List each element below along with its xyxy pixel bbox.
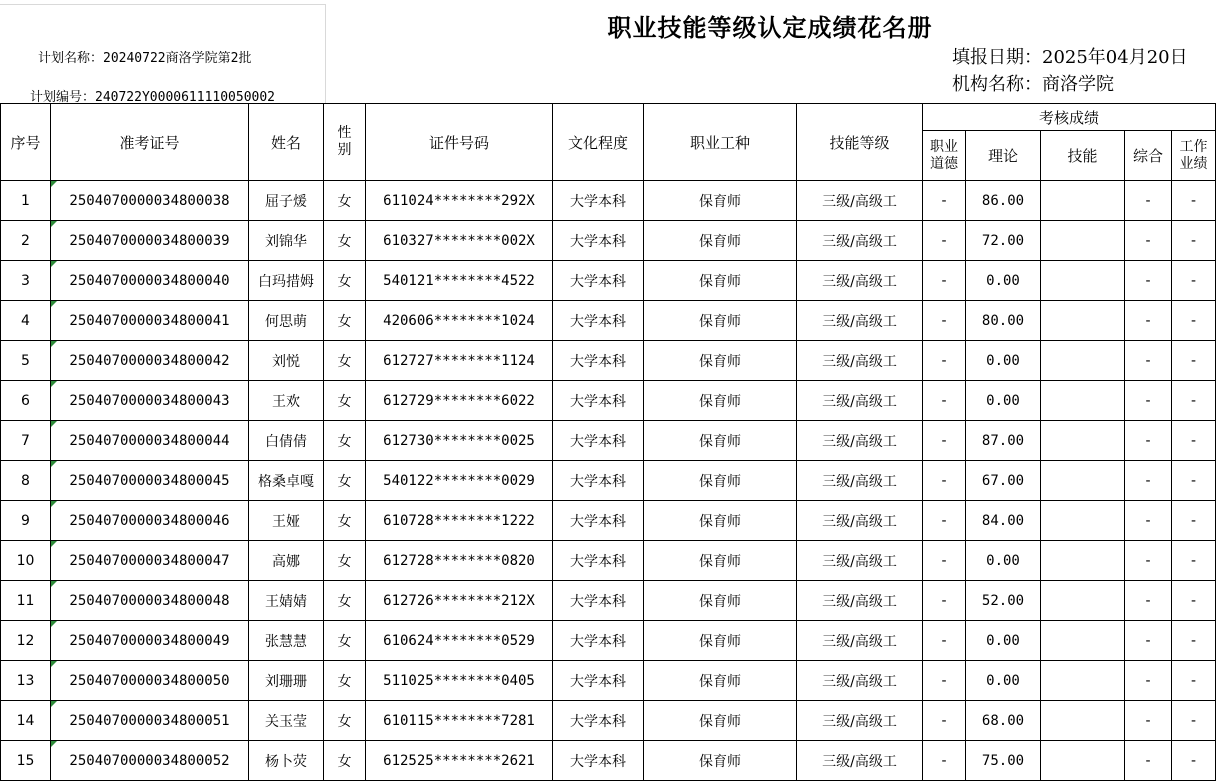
cell-ethics[interactable]: - [923,581,966,621]
cell-occupation[interactable]: 保育师 [644,581,797,621]
cell-skill[interactable] [1041,741,1125,781]
cell-ticket[interactable] [51,621,249,661]
cell-name[interactable]: 何思萌 [249,301,324,341]
cell-gender[interactable]: 女 [324,301,366,341]
cell-gender[interactable]: 女 [324,261,366,301]
sheet-top-border [0,4,325,5]
cell-skill[interactable] [1041,501,1125,541]
cell-skill[interactable] [1041,261,1125,301]
cell-ethics[interactable]: - [923,701,966,741]
cell-skill[interactable] [1041,461,1125,501]
table-row [1,261,1216,301]
ticket-text: 2504070000034800042 [69,352,230,369]
cell-name[interactable]: 刘珊珊 [249,661,324,701]
ticket-text: 2504070000034800043 [69,392,230,409]
cell-theory[interactable]: 68.00 [966,701,1041,741]
cell-comprehensive[interactable]: - [1125,621,1172,661]
cell-comprehensive[interactable]: - [1125,261,1172,301]
cell-skill[interactable] [1041,661,1125,701]
table-row [1,341,1216,381]
cell-education[interactable]: 大学本科 [553,581,644,621]
cell-education[interactable]: 大学本科 [553,341,644,381]
ticket-text: 2504070000034800048 [69,592,230,609]
cell-skill[interactable] [1041,221,1125,261]
table-row [1,741,1216,781]
cell-occupation[interactable]: 保育师 [644,701,797,741]
header-occupation[interactable]: 职业工种 [644,104,797,181]
cell-level[interactable]: 三级/高级工 [797,381,923,421]
cell-ticket[interactable] [51,421,249,461]
text-number-flag-icon [51,341,57,347]
header-level[interactable]: 技能等级 [797,104,923,181]
plan-name[interactable]: 计划名称：20240722商洛学院第2批 [38,51,252,66]
cell-skill[interactable] [1041,341,1125,381]
cell-work[interactable]: - [1172,261,1216,301]
cell-gender[interactable]: 女 [324,181,366,221]
cell-skill[interactable] [1041,381,1125,421]
cell-ticket[interactable] [51,461,249,501]
cell-occupation[interactable]: 保育师 [644,181,797,221]
cell-seq[interactable]: 13 [1,661,51,701]
cell-id-no[interactable]: 611024********292X [366,181,553,221]
text-number-flag-icon [51,221,57,227]
cell-ticket[interactable] [51,701,249,741]
cell-id-no[interactable]: 612730********0025 [366,421,553,461]
cell-education[interactable]: 大学本科 [553,501,644,541]
cell-gender[interactable]: 女 [324,741,366,781]
cell-id-no[interactable]: 420606********1024 [366,301,553,341]
cell-education[interactable]: 大学本科 [553,741,644,781]
text-number-flag-icon [51,261,57,267]
cell-gender[interactable]: 女 [324,541,366,581]
cell-work[interactable]: - [1172,701,1216,741]
cell-theory[interactable]: 0.00 [966,661,1041,701]
text-number-flag-icon [51,541,57,547]
header-education[interactable]: 文化程度 [553,104,644,181]
cell-level[interactable]: 三级/高级工 [797,341,923,381]
cell-name[interactable]: 王欢 [249,381,324,421]
fill-date[interactable]: 填报日期：2025年04月20日 [952,47,1188,68]
table-row [1,581,1216,621]
cell-gender[interactable]: 女 [324,501,366,541]
table-row [1,421,1216,461]
score-table [0,103,1216,781]
cell-name[interactable]: 刘锦华 [249,221,324,261]
cell-comprehensive[interactable]: - [1125,501,1172,541]
cell-occupation[interactable]: 保育师 [644,461,797,501]
cell-level[interactable]: 三级/高级工 [797,621,923,661]
cell-work[interactable]: - [1172,421,1216,461]
cell-id-no[interactable]: 610115********7281 [366,701,553,741]
table-row [1,501,1216,541]
cell-occupation[interactable]: 保育师 [644,301,797,341]
table-row [1,301,1216,341]
cell-name[interactable]: 白玛措姆 [249,261,324,301]
cell-ticket[interactable] [51,221,249,261]
cell-level[interactable]: 三级/高级工 [797,701,923,741]
text-number-flag-icon [51,621,57,627]
cell-level[interactable]: 三级/高级工 [797,661,923,701]
cell-skill[interactable] [1041,421,1125,461]
cell-level[interactable]: 三级/高级工 [797,181,923,221]
cell-name[interactable]: 白倩倩 [249,421,324,461]
cell-theory[interactable]: 0.00 [966,541,1041,581]
cell-work[interactable]: - [1172,221,1216,261]
cell-occupation[interactable]: 保育师 [644,381,797,421]
cell-theory[interactable]: 80.00 [966,301,1041,341]
cell-level[interactable]: 三级/高级工 [797,421,923,461]
cell-comprehensive[interactable]: - [1125,741,1172,781]
cell-work[interactable]: - [1172,181,1216,221]
cell-comprehensive[interactable]: - [1125,301,1172,341]
cell-level[interactable]: 三级/高级工 [797,501,923,541]
cell-work[interactable]: - [1172,741,1216,781]
cell-ethics[interactable]: - [923,301,966,341]
cell-work[interactable]: - [1172,341,1216,381]
cell-occupation[interactable]: 保育师 [644,221,797,261]
cell-education[interactable]: 大学本科 [553,421,644,461]
cell-theory[interactable]: 84.00 [966,501,1041,541]
cell-ticket[interactable] [51,341,249,381]
cell-occupation[interactable]: 保育师 [644,501,797,541]
cell-gender[interactable]: 女 [324,461,366,501]
ticket-text: 2504070000034800041 [69,312,230,329]
cell-theory[interactable]: 86.00 [966,181,1041,221]
cell-theory[interactable]: 0.00 [966,341,1041,381]
text-number-flag-icon [51,581,57,587]
header-id-no[interactable]: 证件号码 [366,104,553,181]
cell-gender[interactable]: 女 [324,341,366,381]
cell-education[interactable]: 大学本科 [553,381,644,421]
cell-gender[interactable]: 女 [324,581,366,621]
cell-education[interactable]: 大学本科 [553,221,644,261]
ticket-text: 2504070000034800051 [69,712,230,729]
cell-work[interactable]: - [1172,301,1216,341]
cell-theory[interactable]: 0.00 [966,621,1041,661]
ticket-text: 2504070000034800047 [69,552,230,569]
cell-skill[interactable] [1041,301,1125,341]
cell-comprehensive[interactable]: - [1125,381,1172,421]
cell-seq[interactable]: 6 [1,381,51,421]
cell-comprehensive[interactable]: - [1125,421,1172,461]
text-number-flag-icon [51,301,57,307]
cell-education[interactable]: 大学本科 [553,301,644,341]
cell-ethics[interactable]: - [923,661,966,701]
table-row [1,621,1216,661]
cell-id-no[interactable]: 610728********1222 [366,501,553,541]
cell-ethics[interactable]: - [923,741,966,781]
cell-name[interactable]: 王娅 [249,501,324,541]
cell-name[interactable]: 屈子煖 [249,181,324,221]
header-gender[interactable]: 性别 [324,104,366,181]
cell-skill[interactable] [1041,541,1125,581]
cell-theory[interactable]: 67.00 [966,461,1041,501]
cell-ethics[interactable]: - [923,461,966,501]
cell-ticket[interactable] [51,181,249,221]
table-row [1,461,1216,501]
cell-occupation[interactable]: 保育师 [644,261,797,301]
cell-seq[interactable]: 12 [1,621,51,661]
cell-theory[interactable]: 52.00 [966,581,1041,621]
cell-gender[interactable]: 女 [324,221,366,261]
cell-name[interactable]: 刘悦 [249,341,324,381]
cell-name[interactable]: 格桑卓嘎 [249,461,324,501]
cell-ethics[interactable]: - [923,221,966,261]
header-scores-group[interactable]: 考核成绩 [923,104,1216,131]
cell-education[interactable]: 大学本科 [553,661,644,701]
table-row [1,661,1216,701]
cell-name[interactable]: 王婧婧 [249,581,324,621]
cell-ticket[interactable] [51,581,249,621]
cell-seq[interactable]: 14 [1,701,51,741]
cell-theory[interactable]: 0.00 [966,381,1041,421]
cell-work[interactable]: - [1172,661,1216,701]
cell-comprehensive[interactable]: - [1125,341,1172,381]
cell-gender[interactable]: 女 [324,621,366,661]
cell-theory[interactable]: 72.00 [966,221,1041,261]
header-seq[interactable]: 序号 [1,104,51,181]
cell-skill[interactable] [1041,181,1125,221]
ticket-text: 2504070000034800038 [69,192,230,209]
text-number-flag-icon [51,501,57,507]
cell-work[interactable]: - [1172,501,1216,541]
ticket-text: 2504070000034800052 [69,752,230,769]
cell-comprehensive[interactable]: - [1125,541,1172,581]
ticket-text: 2504070000034800049 [69,632,230,649]
cell-seq[interactable]: 4 [1,301,51,341]
ticket-text: 2504070000034800039 [69,232,230,249]
sheet-title-divider [325,4,326,103]
table-row [1,701,1216,741]
text-number-flag-icon [51,421,57,427]
cell-id-no[interactable]: 610327********002X [366,221,553,261]
text-number-flag-icon [51,381,57,387]
cell-skill[interactable] [1041,581,1125,621]
table-row [1,181,1216,221]
ticket-text: 2504070000034800040 [69,272,230,289]
table-row [1,541,1216,581]
ticket-text: 2504070000034800044 [69,432,230,449]
cell-theory[interactable]: 0.00 [966,261,1041,301]
cell-ethics[interactable]: - [923,381,966,421]
header-name[interactable]: 姓名 [249,104,324,181]
cell-ticket[interactable] [51,261,249,301]
cell-seq[interactable]: 2 [1,221,51,261]
text-number-flag-icon [51,741,57,747]
cell-name[interactable]: 关玉莹 [249,701,324,741]
ticket-text: 2504070000034800046 [69,512,230,529]
cell-ethics[interactable]: - [923,621,966,661]
cell-seq[interactable]: 1 [1,181,51,221]
header-ticket[interactable]: 准考证号 [51,104,249,181]
cell-gender[interactable]: 女 [324,381,366,421]
ticket-text: 2504070000034800045 [69,472,230,489]
cell-ticket[interactable] [51,661,249,701]
cell-skill[interactable] [1041,621,1125,661]
cell-level[interactable]: 三级/高级工 [797,261,923,301]
page-title: 职业技能等级认定成绩花名册 [607,13,933,42]
cell-theory[interactable]: 87.00 [966,421,1041,461]
cell-seq[interactable]: 15 [1,741,51,781]
cell-id-no[interactable]: 610624********0529 [366,621,553,661]
cell-seq[interactable]: 7 [1,421,51,461]
cell-id-no[interactable]: 612525********2621 [366,741,553,781]
cell-skill[interactable] [1041,701,1125,741]
cell-education[interactable]: 大学本科 [553,541,644,581]
cell-id-no[interactable]: 540122********0029 [366,461,553,501]
cell-id-no[interactable]: 612727********1124 [366,341,553,381]
cell-gender[interactable]: 女 [324,701,366,741]
plan-number[interactable]: 计划编号：240722Y0000611110050002 [30,90,276,105]
cell-level[interactable]: 三级/高级工 [797,741,923,781]
cell-seq[interactable]: 11 [1,581,51,621]
cell-ticket[interactable] [51,501,249,541]
cell-name[interactable]: 张慧慧 [249,621,324,661]
cell-occupation[interactable]: 保育师 [644,661,797,701]
cell-work[interactable]: - [1172,621,1216,661]
cell-gender[interactable]: 女 [324,421,366,461]
cell-ethics[interactable]: - [923,501,966,541]
text-number-flag-icon [51,181,57,187]
cell-ticket[interactable] [51,381,249,421]
cell-id-no[interactable]: 612726********212X [366,581,553,621]
cell-occupation[interactable]: 保育师 [644,421,797,461]
ticket-text: 2504070000034800050 [69,672,230,689]
cell-theory[interactable]: 75.00 [966,741,1041,781]
cell-seq[interactable]: 9 [1,501,51,541]
cell-level[interactable]: 三级/高级工 [797,541,923,581]
cell-name[interactable]: 高娜 [249,541,324,581]
cell-id-no[interactable]: 511025********0405 [366,661,553,701]
cell-work[interactable]: - [1172,381,1216,421]
cell-level[interactable]: 三级/高级工 [797,581,923,621]
cell-seq[interactable]: 10 [1,541,51,581]
cell-gender[interactable]: 女 [324,661,366,701]
text-number-flag-icon [51,701,57,707]
cell-ethics[interactable]: - [923,261,966,301]
cell-comprehensive[interactable]: - [1125,461,1172,501]
cell-ethics[interactable]: - [923,421,966,461]
table-row [1,221,1216,261]
cell-education[interactable]: 大学本科 [553,701,644,741]
cell-ticket[interactable] [51,541,249,581]
cell-name[interactable]: 杨卜荧 [249,741,324,781]
header-skill[interactable]: 技能 [1041,131,1125,181]
cell-ticket[interactable] [51,301,249,341]
cell-occupation[interactable]: 保育师 [644,541,797,581]
header-theory[interactable]: 理论 [966,131,1041,181]
cell-comprehensive[interactable]: - [1125,701,1172,741]
cell-seq[interactable]: 5 [1,341,51,381]
cell-seq[interactable]: 8 [1,461,51,501]
cell-ticket[interactable] [51,741,249,781]
cell-comprehensive[interactable]: - [1125,221,1172,261]
cell-level[interactable]: 三级/高级工 [797,221,923,261]
header-comprehensive[interactable]: 综合 [1125,131,1172,181]
cell-level[interactable]: 三级/高级工 [797,301,923,341]
cell-education[interactable]: 大学本科 [553,621,644,661]
cell-ethics[interactable]: - [923,181,966,221]
text-number-flag-icon [51,461,57,467]
header-ethics[interactable]: 职业道德 [923,131,966,181]
cell-ethics[interactable]: - [923,541,966,581]
cell-education[interactable]: 大学本科 [553,261,644,301]
text-number-flag-icon [51,661,57,667]
cell-occupation[interactable]: 保育师 [644,621,797,661]
cell-work[interactable]: - [1172,541,1216,581]
cell-seq[interactable]: 3 [1,261,51,301]
cell-id-no[interactable]: 612729********6022 [366,381,553,421]
cell-occupation[interactable]: 保育师 [644,741,797,781]
cell-ethics[interactable]: - [923,341,966,381]
cell-comprehensive[interactable]: - [1125,581,1172,621]
cell-occupation[interactable]: 保育师 [644,341,797,381]
cell-work[interactable]: - [1172,461,1216,501]
cell-id-no[interactable]: 612728********0820 [366,541,553,581]
header-work-performance[interactable]: 工作业绩 [1172,131,1216,181]
cell-comprehensive[interactable]: - [1125,181,1172,221]
cell-education[interactable]: 大学本科 [553,461,644,501]
cell-id-no[interactable]: 540121********4522 [366,261,553,301]
cell-work[interactable]: - [1172,581,1216,621]
cell-comprehensive[interactable]: - [1125,661,1172,701]
cell-level[interactable]: 三级/高级工 [797,461,923,501]
cell-education[interactable]: 大学本科 [553,181,644,221]
table-row [1,381,1216,421]
organization-name[interactable]: 机构名称：商洛学院 [952,74,1114,95]
